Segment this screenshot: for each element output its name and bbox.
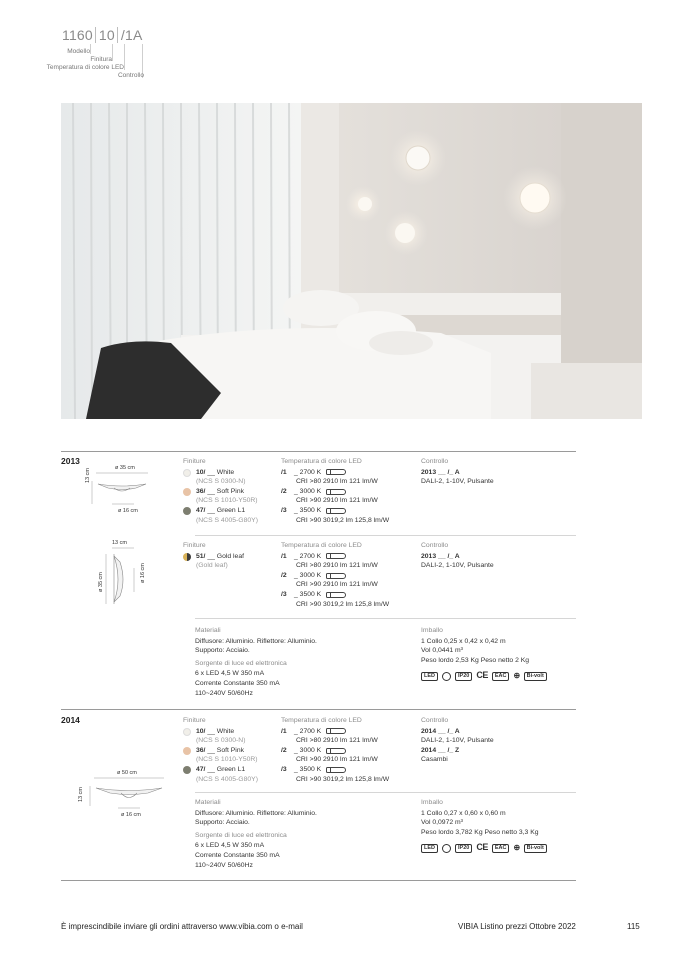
green-swatch-icon xyxy=(183,507,191,515)
packing-line: 1 Collo 0,27 x 0,60 x 0,60 m xyxy=(421,809,506,817)
control-code: 2013 __ /_ A xyxy=(421,468,460,476)
packing-head: Imballo xyxy=(421,799,443,806)
led-symbol-icon xyxy=(326,489,346,495)
dim-height: 13 cm xyxy=(85,468,91,483)
dimmable-icon: ⊕ xyxy=(513,671,520,681)
finiture-head: Finiture xyxy=(183,458,206,465)
finishes-2013-a xyxy=(183,457,275,525)
packing-line: Vol 0,0972 m³ xyxy=(421,819,463,827)
packing-line: Peso lordo 3,782 Kg Peso netto 3,3 Kg xyxy=(421,828,539,836)
code-finish: 10 xyxy=(95,27,117,43)
class-icon xyxy=(442,844,451,853)
temps-2013-a xyxy=(281,457,416,525)
source-line: 110~240V 50/60Hz xyxy=(195,861,253,869)
materials-2014 xyxy=(195,798,415,870)
source-head: Sorgente di luce ed elettronica xyxy=(195,831,287,839)
section-divider xyxy=(61,880,576,881)
material-line: Supporto: Acciaio. xyxy=(195,819,250,827)
ctrl-head: Controllo xyxy=(421,542,449,549)
controls-2013-b xyxy=(421,541,571,571)
code-model: 1160 xyxy=(62,27,93,43)
materials-head: Materiali xyxy=(195,627,221,634)
led-symbol-icon xyxy=(326,592,346,598)
eac-icon: EAC xyxy=(492,672,510,681)
code-label-controllo: Controllo xyxy=(117,72,144,79)
finishes-2013-b xyxy=(183,541,275,571)
section-divider xyxy=(61,451,576,452)
footer-catalog: VIBIA Listino prezzi Ottobre 2022 xyxy=(458,922,576,931)
bivolt-icon: Bi-volt xyxy=(524,672,547,681)
ip20-icon: IP20 xyxy=(455,672,472,681)
finish-gold-leaf: 51/ __ Gold leaf (Gold leaf) xyxy=(183,552,275,571)
dimmable-icon: ⊕ xyxy=(513,843,520,853)
pink-swatch-icon xyxy=(183,747,191,755)
temp-row: /3 _ 3500 K CRI >90 3019,2 lm 125,8 lm/W xyxy=(281,590,390,608)
finishes-2014 xyxy=(183,716,275,784)
source-line: 110~240V 50/60Hz xyxy=(195,689,253,697)
led-symbol-icon xyxy=(326,553,346,559)
control-desc: DALI-2, 1-10V, Pulsante xyxy=(421,562,494,570)
section-divider xyxy=(61,709,576,710)
temp-row: /1 _ 2700 K CRI >80 2910 lm 121 lm/W xyxy=(281,552,378,570)
temp-row: /3 _ 3500 K CRI >90 3019,2 lm 125,8 lm/W xyxy=(281,765,390,783)
source-head: Sorgente di luce ed elettronica xyxy=(195,659,287,667)
temp-row: /1 _ 2700 K CRI >80 2910 lm 121 lm/W xyxy=(281,468,378,486)
class-icon xyxy=(442,672,451,681)
bedroom-illustration xyxy=(61,103,642,419)
dim-diameter-left: ø 35 cm xyxy=(98,572,104,592)
temp-row: /2 _ 3000 K CRI >90 2910 lm 121 lm/W xyxy=(281,746,378,764)
finish-green: 47/ __ Green L1 (NCS S 4005-G80Y) xyxy=(183,765,275,784)
materials-2013 xyxy=(195,626,415,698)
led-symbol-icon xyxy=(326,748,346,754)
control-desc: Casambi xyxy=(421,756,448,764)
packing-line: Vol 0,0441 m³ xyxy=(421,647,463,655)
dim-diameter-bottom: ø 16 cm xyxy=(121,812,141,818)
code-label-modello: Modello xyxy=(67,48,90,55)
control-desc: DALI-2, 1-10V, Pulsante xyxy=(421,478,494,486)
code-legend xyxy=(46,27,152,83)
led-symbol-icon xyxy=(326,469,346,475)
finiture-head: Finiture xyxy=(183,717,206,724)
page-number: 115 xyxy=(627,922,640,931)
ce-icon: CE xyxy=(476,842,488,853)
temps-2013-b xyxy=(281,541,416,609)
temp-row: /3 _ 3500 K CRI >90 3019,2 lm 125,8 lm/W xyxy=(281,506,390,524)
gold-swatch-icon xyxy=(183,553,191,561)
packing-head: Imballo xyxy=(421,627,443,634)
temps-2014 xyxy=(281,716,416,784)
source-line: 6 x LED 4,5 W 350 mA xyxy=(195,670,265,678)
row-divider xyxy=(195,618,576,619)
led-icon: LED xyxy=(421,672,438,681)
finish-green: 47/ __ Green L1 (NCS S 4005-G80Y) xyxy=(183,506,275,525)
source-line: 6 x LED 4,5 W 350 mA xyxy=(195,842,265,850)
temp-row: /2 _ 3000 K CRI >90 2910 lm 121 lm/W xyxy=(281,487,378,505)
packing-2013 xyxy=(421,626,576,681)
code-label-temperatura: Temperatura di colore LED xyxy=(46,64,124,71)
row-divider xyxy=(195,792,576,793)
control-code: 2014 __ /_ Z xyxy=(421,746,460,754)
certification-icons xyxy=(421,671,576,681)
material-line: Diffusore: Alluminio. Riflettore: Alluminio. xyxy=(195,637,317,645)
footer-note: È imprescindibile inviare gli ordini attraverso www.vibia.com o e-mail xyxy=(61,922,303,931)
model-code-2013: 2013 xyxy=(61,456,80,466)
temp-head: Temperatura di colore LED xyxy=(281,542,362,549)
controls-2013-a xyxy=(421,457,571,487)
finish-soft-pink: 36/ __ Soft Pink (NCS S 1010-Y50R) xyxy=(183,746,275,765)
control-code: 2014 __ /_ A xyxy=(421,727,460,735)
certification-icons xyxy=(421,843,576,853)
source-line: Corrente Constante 350 mA xyxy=(195,851,280,859)
product-photo xyxy=(61,103,642,419)
ctrl-head: Controllo xyxy=(421,717,449,724)
led-symbol-icon xyxy=(326,573,346,579)
dim-diameter-top: ø 35 cm xyxy=(115,465,135,471)
dim-diameter-right: ø 16 cm xyxy=(140,563,146,583)
finish-white: 10/ __ White (NCS S 0300-N) xyxy=(183,468,275,487)
white-swatch-icon xyxy=(183,469,191,477)
led-symbol-icon xyxy=(326,728,346,734)
packing-line: Peso lordo 2,53 Kg Peso netto 2 Kg xyxy=(421,656,530,664)
source-line: Corrente Constante 350 mA xyxy=(195,679,280,687)
green-swatch-icon xyxy=(183,766,191,774)
controls-2014 xyxy=(421,716,571,765)
led-symbol-icon xyxy=(326,767,346,773)
packing-line: 1 Collo 0,25 x 0,42 x 0,42 m xyxy=(421,637,506,645)
finiture-head: Finiture xyxy=(183,542,206,549)
dim-diameter-top: ø 50 cm xyxy=(117,770,137,776)
pink-swatch-icon xyxy=(183,488,191,496)
eac-icon: EAC xyxy=(492,844,510,853)
temp-head: Temperatura di colore LED xyxy=(281,717,362,724)
dim-height: 13 cm xyxy=(78,787,84,802)
packing-2014 xyxy=(421,798,576,853)
material-line: Supporto: Acciaio. xyxy=(195,647,250,655)
materials-head: Materiali xyxy=(195,799,221,806)
white-swatch-icon xyxy=(183,728,191,736)
model-code-2014: 2014 xyxy=(61,715,80,725)
ce-icon: CE xyxy=(476,670,488,681)
temp-head: Temperatura di colore LED xyxy=(281,458,362,465)
dim-diameter-bottom: ø 16 cm xyxy=(118,508,138,514)
row-divider xyxy=(195,535,576,536)
code-control: /1A xyxy=(117,27,145,43)
finish-soft-pink: 36/ __ Soft Pink (NCS S 1010-Y50R) xyxy=(183,487,275,506)
led-symbol-icon xyxy=(326,508,346,514)
led-icon: LED xyxy=(421,844,438,853)
code-label-finitura: Finitura xyxy=(90,56,112,63)
control-desc: DALI-2, 1-10V, Pulsante xyxy=(421,737,494,745)
temp-row: /2 _ 3000 K CRI >90 2910 lm 121 lm/W xyxy=(281,571,378,589)
material-line: Diffusore: Alluminio. Riflettore: Alluminio. xyxy=(195,809,317,817)
bivolt-icon: Bi-volt xyxy=(524,844,547,853)
finish-white: 10/ __ White (NCS S 0300-N) xyxy=(183,727,275,746)
dim-width: 13 cm xyxy=(112,540,127,546)
ctrl-head: Controllo xyxy=(421,458,449,465)
ip20-icon: IP20 xyxy=(455,844,472,853)
control-code: 2013 __ /_ A xyxy=(421,552,460,560)
temp-row: /1 _ 2700 K CRI >80 2910 lm 121 lm/W xyxy=(281,727,378,745)
